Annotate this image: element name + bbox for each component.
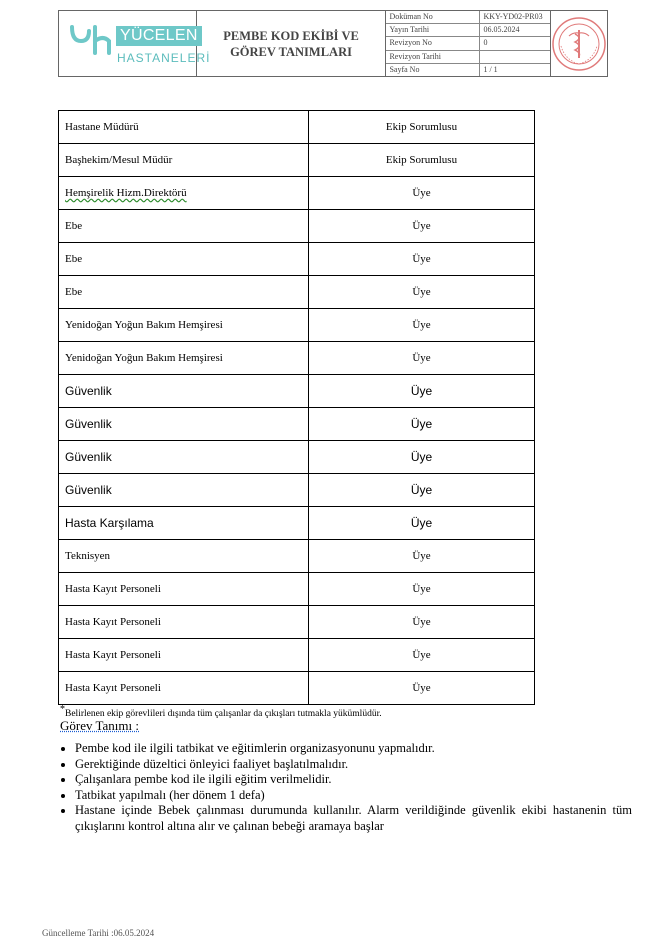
duty-cell: Üye bbox=[309, 507, 535, 540]
logo-name: YÜCELEN bbox=[116, 26, 202, 46]
meta-key: Yayın Tarihi bbox=[386, 24, 480, 36]
hospital-logo bbox=[59, 11, 211, 76]
table-row bbox=[59, 672, 535, 705]
table-row bbox=[59, 639, 535, 672]
table-row bbox=[59, 276, 535, 309]
ministry-seal bbox=[551, 11, 607, 76]
duty-cell: Üye bbox=[309, 639, 535, 672]
role-cell: Hasta Kayıt Personeli bbox=[59, 606, 309, 639]
ministry-seal-icon bbox=[551, 16, 607, 72]
role-cell: Güvenlik bbox=[59, 375, 309, 408]
role-cell bbox=[59, 177, 309, 210]
footnote-mark: * bbox=[60, 704, 65, 715]
table-row bbox=[59, 342, 535, 375]
table-row bbox=[59, 144, 535, 177]
table-row bbox=[59, 243, 535, 276]
role-cell: Ebe bbox=[59, 276, 309, 309]
section-heading bbox=[60, 718, 139, 734]
role-cell: Yenidoğan Yoğun Bakım Hemşiresi bbox=[59, 342, 309, 375]
role-cell: Hastane Müdürü bbox=[59, 111, 309, 144]
meta-key: Sayfa No bbox=[386, 64, 480, 76]
table-row bbox=[59, 441, 535, 474]
meta-row bbox=[386, 64, 550, 76]
meta-row bbox=[386, 11, 550, 24]
duty-cell: Üye bbox=[309, 540, 535, 573]
update-date-footer: Güncelleme Tarihi :06.05.2024 bbox=[42, 928, 155, 938]
task-list bbox=[50, 741, 632, 834]
list-item: • Hastane içinde Bebek çalınması durumunda kullanılır. Alarm verildiğinde güvenlik ekibi hastanenin tüm çıkışlarını kontrol altına alır ve çalınan bebeği aramaya başlar bbox=[75, 803, 632, 834]
role-cell: Ebe bbox=[59, 243, 309, 276]
role-cell: Teknisyen bbox=[59, 540, 309, 573]
table-row bbox=[59, 177, 535, 210]
role-cell: Başhekim/Mesul Müdür bbox=[59, 144, 309, 177]
list-item: • Tatbikat yapılmalı (her dönem 1 defa) bbox=[75, 788, 632, 804]
meta-value: 06.05.2024 bbox=[483, 25, 520, 35]
duty-cell: Üye bbox=[309, 177, 535, 210]
footnote bbox=[60, 704, 382, 719]
document-title: PEMBE KOD EKİBİ VE GÖREV TANIMLARI bbox=[197, 11, 387, 76]
duty-cell: Üye bbox=[309, 408, 535, 441]
meta-value: 1 / 1 bbox=[483, 64, 498, 74]
duty-cell: Üye bbox=[309, 672, 535, 705]
duty-cell: Üye bbox=[309, 474, 535, 507]
gorev-label: Görev Tanımı : bbox=[60, 718, 140, 733]
duty-cell: Üye bbox=[309, 606, 535, 639]
table-row bbox=[59, 111, 535, 144]
role-cell: Ebe bbox=[59, 210, 309, 243]
list-item: • Gerektiğinde düzeltici önleyici faaliyet başlatılmalıdır. bbox=[75, 757, 632, 773]
meta-value bbox=[480, 51, 550, 63]
duty-cell: Ekip Sorumlusu bbox=[309, 144, 535, 177]
meta-key: Revizyon No bbox=[386, 37, 480, 49]
table-row bbox=[59, 540, 535, 573]
table-row bbox=[59, 375, 535, 408]
duty-cell: Üye bbox=[309, 276, 535, 309]
footnote-text: Belirlenen ekip görevlileri dışında tüm çalışanlar da çıkışları tutmakla yükümlüdür. bbox=[65, 709, 382, 720]
duty-cell: Ekip Sorumlusu bbox=[309, 111, 535, 144]
role-cell: Güvenlik bbox=[59, 474, 309, 507]
logo-subtitle: HASTANELERİ bbox=[117, 51, 211, 65]
role-cell: Güvenlik bbox=[59, 408, 309, 441]
table-row bbox=[59, 606, 535, 639]
meta-value: KKY-YD02-PR03 bbox=[483, 12, 543, 21]
table-row bbox=[59, 408, 535, 441]
role-cell: Hasta Kayıt Personeli bbox=[59, 672, 309, 705]
role-cell: Hasta Kayıt Personeli bbox=[59, 573, 309, 606]
role-cell: Güvenlik bbox=[59, 441, 309, 474]
duty-cell: Üye bbox=[309, 309, 535, 342]
table-row bbox=[59, 507, 535, 540]
role-cell: Yenidoğan Yoğun Bakım Hemşiresi bbox=[59, 309, 309, 342]
list-item: • Çalışanlara pembe kod ile ilgili eğitim verilmelidir. bbox=[75, 772, 632, 788]
table-row bbox=[59, 573, 535, 606]
meta-key: Revizyon Tarihi bbox=[386, 51, 480, 63]
role-text: Hemşirelik Hizm.Direktörü bbox=[65, 187, 187, 199]
meta-row bbox=[386, 37, 550, 50]
table-row bbox=[59, 210, 535, 243]
table-row bbox=[59, 309, 535, 342]
duty-cell: Üye bbox=[309, 342, 535, 375]
duty-cell: Üye bbox=[309, 573, 535, 606]
role-cell: Hasta Karşılama bbox=[59, 507, 309, 540]
duty-cell: Üye bbox=[309, 243, 535, 276]
meta-row bbox=[386, 51, 550, 64]
logo-mark-icon bbox=[69, 25, 113, 57]
table-row bbox=[59, 474, 535, 507]
document-meta-table bbox=[386, 11, 551, 76]
duty-cell: Üye bbox=[309, 375, 535, 408]
duty-cell: Üye bbox=[309, 441, 535, 474]
duty-cell: Üye bbox=[309, 210, 535, 243]
meta-key: Doküman No bbox=[386, 11, 480, 23]
document-header bbox=[58, 10, 608, 77]
list-item: • Pembe kod ile ilgili tatbikat ve eğitimlerin organizasyonunu yapmalıdır. bbox=[75, 741, 632, 757]
meta-value: 0 bbox=[483, 38, 488, 48]
meta-row bbox=[386, 24, 550, 37]
team-table bbox=[58, 110, 535, 705]
role-cell: Hasta Kayıt Personeli bbox=[59, 639, 309, 672]
